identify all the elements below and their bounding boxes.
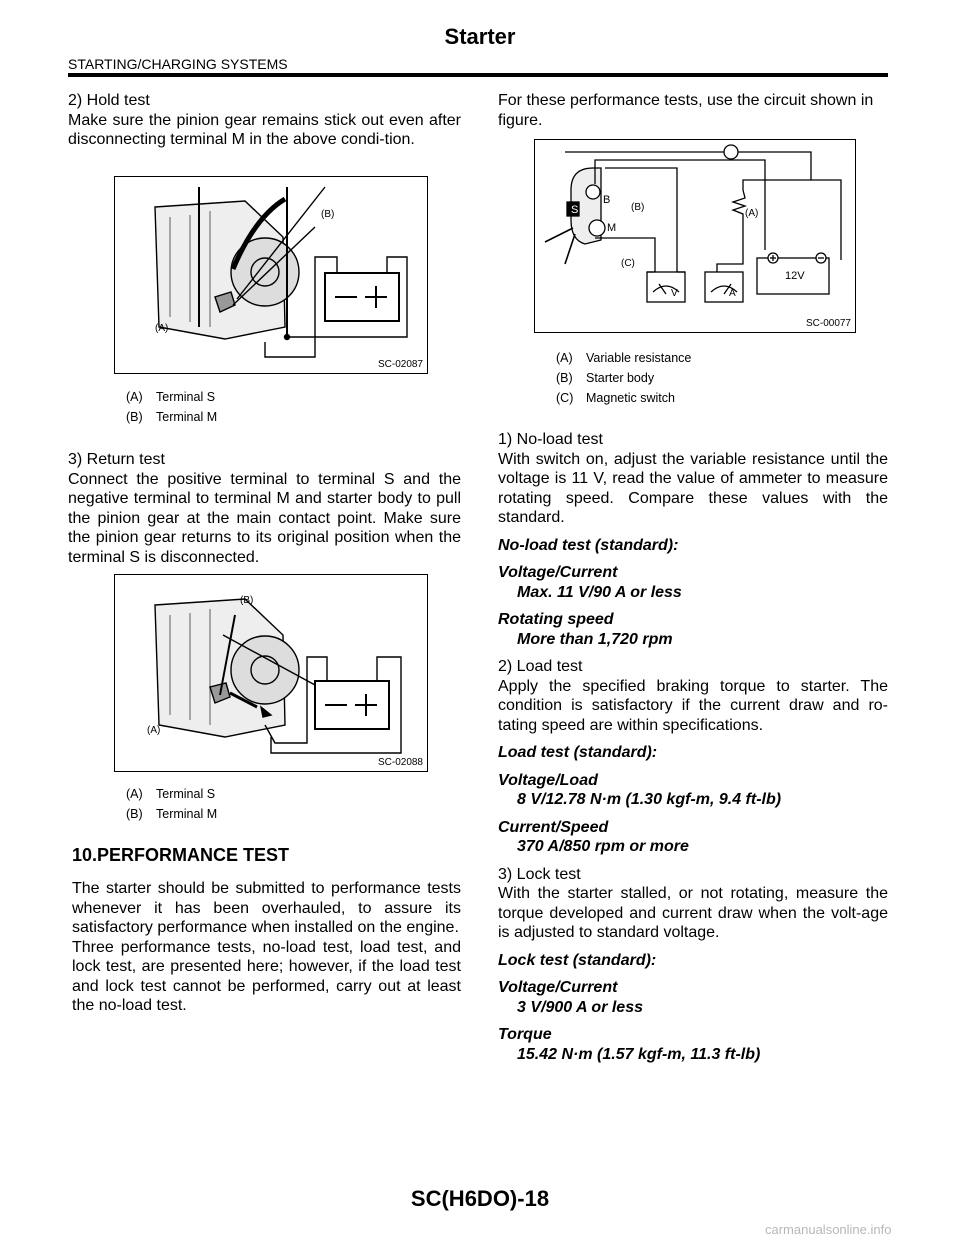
fig1-label-a: (A) [155, 323, 169, 334]
page-title: Starter [444, 24, 516, 49]
lock-spec1-value: 3 V/900 A or less [517, 998, 643, 1016]
fig1-id: SC-02087 [377, 359, 423, 370]
lock-spec2-value: 15.42 N·m (1.57 kgf-m, 11.3 ft-lb) [517, 1045, 761, 1063]
fig1-label-b: (B) [321, 209, 335, 220]
noload-body: With switch on, adjust the variable resistance until the voltage is 11 V, read the value of ammeter to measure rotating speed. Compare these values with the standard. [498, 450, 888, 526]
load-std-title: Load test (standard): [498, 744, 658, 761]
hold-test-heading: 2) Hold test [68, 92, 150, 109]
legend-text: Terminal M [156, 807, 218, 821]
noload-spec2-value: More than 1,720 rpm [517, 630, 673, 648]
legend-text: Terminal S [156, 787, 216, 801]
fig2-label-b: (B) [240, 595, 254, 606]
legend-key: (A) [126, 787, 143, 801]
performance-block [72, 879, 461, 1016]
noload-heading: 1) No-load test [498, 431, 603, 448]
fig3-legend [556, 348, 691, 408]
ammeter-glyph: A [729, 288, 736, 299]
starter-hold-illustration [115, 177, 427, 373]
watermark: carmanualsonline.info [765, 1222, 892, 1237]
noload-spec2-label: Rotating speed [498, 611, 614, 628]
fig3-label-c: (C) [621, 258, 635, 269]
voltmeter-glyph: V [671, 288, 678, 299]
hold-test-block [68, 91, 461, 150]
hold-test-body: Make sure the pinion gear remains stick out even after disconnecting terminal M in the above condi-tion. [68, 111, 461, 148]
test-circuit-diagram [535, 140, 855, 332]
legend-text: Terminal M [156, 410, 218, 424]
legend-key: (A) [126, 390, 143, 404]
fig3-id: SC-00077 [805, 318, 851, 329]
legend-row [126, 407, 217, 427]
fig2-id: SC-02088 [377, 757, 423, 768]
page-number: SC(H6DO)-18 [410, 1186, 550, 1211]
tests-block [498, 430, 888, 1064]
fig1-legend [126, 387, 217, 427]
lock-spec1-label: Voltage/Current [498, 979, 618, 996]
lock-body: With the starter stalled, or not rotating, measure the torque developed and current draw when the volt-age is adjusted to standard voltage. [498, 885, 888, 941]
glyph-m: M [607, 222, 617, 234]
legend-text: Variable resistance [586, 351, 692, 365]
legend-row [556, 368, 691, 388]
return-test-body: Connect the positive terminal to terminal S and the negative terminal to terminal M and starter body to pull the pinion gear at the main contact point. Make sure the pinion gear returns to its original position when the terminal S is disconnected. [68, 470, 461, 566]
glyph-s: S [571, 204, 579, 216]
legend-key: (A) [556, 351, 573, 365]
noload-spec1-label: Voltage/Current [498, 564, 618, 581]
load-body: Apply the specified braking torque to starter. The condition is satisfactory if the current draw and ro-tating speed are within specifications. [498, 677, 888, 734]
legend-key: (B) [126, 410, 143, 424]
load-heading: 2) Load test [498, 658, 583, 675]
fig3-label-b: (B) [631, 202, 645, 213]
return-test-block [68, 450, 461, 567]
battery-label: 12V [785, 270, 805, 282]
lock-spec2-label: Torque [498, 1026, 552, 1043]
legend-text: Terminal S [156, 390, 216, 404]
legend-row [556, 388, 691, 408]
performance-heading: 10.PERFORMANCE TEST [72, 845, 290, 865]
lock-heading: 3) Lock test [498, 865, 581, 883]
figure-hold-test [114, 176, 428, 374]
starter-return-illustration [115, 575, 427, 771]
figure-circuit [534, 139, 856, 333]
legend-row [126, 784, 217, 804]
load-spec1-label: Voltage/Load [498, 771, 598, 789]
glyph-b: B [603, 194, 611, 206]
legend-text: Magnetic switch [586, 391, 675, 405]
intro-block [498, 91, 888, 130]
legend-text: Starter body [586, 371, 655, 385]
section-name: STARTING/CHARGING SYSTEMS [68, 56, 288, 72]
return-test-heading: 3) Return test [68, 451, 165, 468]
load-spec2-value: 370 A/850 rpm or more [517, 838, 689, 855]
legend-row [126, 804, 217, 824]
legend-row [556, 348, 691, 368]
noload-spec1-value: Max. 11 V/90 A or less [517, 583, 682, 601]
load-spec2-label: Current/Speed [498, 818, 609, 836]
header-rule [68, 73, 888, 77]
lock-std-title: Lock test (standard): [498, 951, 657, 969]
performance-para2: Three performance tests, no-load test, load test, and lock test, are presented here; however, if the load test and lock test cannot be performed, carry out at least the no-load test. [72, 938, 461, 1014]
legend-key: (B) [556, 371, 573, 385]
fig2-legend [126, 784, 217, 824]
noload-std-title: No-load test (standard): [498, 536, 679, 554]
fig2-label-a: (A) [147, 725, 161, 736]
load-spec1-value: 8 V/12.78 N·m (1.30 kgf-m, 9.4 ft-lb) [517, 791, 782, 808]
legend-key: (B) [126, 807, 143, 821]
figure-return-test [114, 574, 428, 772]
fig3-label-a: (A) [745, 208, 759, 219]
legend-row [126, 387, 217, 407]
performance-para1: The starter should be submitted to performance tests whenever it has been overhauled, to assure its satisfactory performance when installed on the engine. [72, 880, 461, 936]
legend-key: (C) [556, 391, 574, 405]
intro-text: For these performance tests, use the circuit shown in figure. [498, 92, 874, 129]
